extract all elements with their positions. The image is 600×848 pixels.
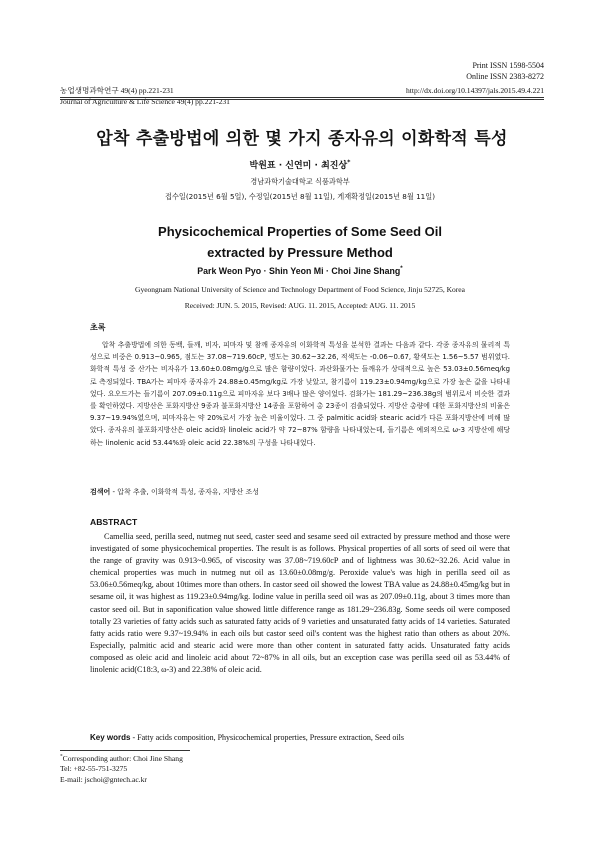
abstract-en-heading: ABSTRACT <box>90 517 138 527</box>
affiliation-en: Gyeongnam National University of Science and Technology Department of Food Science, Jinju 52725, Korea <box>135 285 465 294</box>
header-rule <box>60 97 544 98</box>
affiliation-ko: 경남과학기술대학교 식품과학부 <box>250 177 350 186</box>
author-mark: * <box>347 159 351 166</box>
dates-en: Received: JUN. 5. 2015, Revised: AUG. 11. 2015, Accepted: AUG. 11. 2015 <box>184 301 416 310</box>
page-title-ko: 압착 추출방법에 의한 몇 가지 종자유의 이화학적 특성 <box>96 129 508 149</box>
doi-link[interactable]: http://dx.doi.org/10.14397/jals.2015.49.4.221 <box>405 86 544 95</box>
keywords-en-label: Key words <box>90 733 131 742</box>
page-title-en <box>0 221 600 263</box>
abstract-ko: 압착 추출방법에 의한 동백, 들깨, 비자, 피마자 및 참깨 종자유의 이화학적 특성을 분석한 결과는 다음과 같다. 각종 종자유의 물리적 특성으로 비중은 0.913~0.965, 점도는 37.08~719.60cP, 명도는 30.62~32.26, 적색도는 -0.06~0.67, 황색도는 1.56~5.57 범위였다. 화학적 특성 중 산가는 비자유가 13.60±0.08mg/g으로 많은 함량이었다. 과산화물가는 들깨유가 상대적으로 높은 53.03±0.56meq/kg로 측정되었다. TBA가는 피마자 종자유가 24.88±0.45mg/kg로 가장 낮았고, 참기름이 119.23±0.94mg/kg으로 가장 높은 값을 나타내었다. 요오드가는 들기름이 207.09±0.11g으로 피마자유 보다 3배나 많은 양이었다. 검화가는 181.29~236.38g의 범위로서 비슷한 결과를 확인하였다. 지방산은 포화지방산 9종과 불포화지방산 14종을 포함하여 총 23종이 검출되었다. 지방산 총량에 대한 포화지방산의 비율은 9.37~19.94%였으며, 피마자유는 약 20%로서 가장 높은 비율이었다. 그 중 palmitic acid와 stearic acid가 다른 포화지방산에 비해 많았다. 종자유의 불포화지방산은 oleic acid와 linoleic acid가 약 72~87% 함량을 나타내었는데, 들기름은 예외적으로 ω-3 지방산에 해당하는 linolenic acid 53.44%와 oleic acid 22.38%의 구성을 나타내었다. <box>90 341 510 447</box>
header-rule-thin <box>60 99 544 100</box>
footnote-mark: * <box>60 753 63 760</box>
journal-citation-ko: 농업생명과학연구 49(4) pp.221-231 <box>60 86 174 95</box>
abstract-ko-heading: 초록 <box>90 323 106 332</box>
corresponding-author-text: Corresponding author: Choi Jine Shang <box>62 754 183 763</box>
footnote-rule <box>60 750 190 751</box>
footnote <box>60 754 183 785</box>
authors-en-names: Park Weon Pyo · Shin Yeon Mi · Choi Jine Shang <box>197 266 401 276</box>
author-mark-en: * <box>400 265 403 273</box>
authors-en <box>0 266 600 276</box>
authors-ko-names: 박원표 · 신연미 · 최진상 <box>249 161 348 171</box>
authors-ko <box>0 158 600 171</box>
dates-ko: 접수일(2015년 6월 5일), 수정일(2015년 8월 11일), 게재확정일(2015년 8월 11일) <box>165 192 435 201</box>
online-issn: Online ISSN 2383-8272 <box>466 72 544 81</box>
keywords-en <box>90 733 404 742</box>
footnote-tel: Tel: +82-55-751-3275 <box>60 764 128 774</box>
keywords-ko-label: 검색어 <box>90 488 111 496</box>
page-title-en-line1: Physicochemical Properties of Some Seed Oil <box>158 224 442 239</box>
keywords-ko-list: - 압착 추출, 이화학적 특성, 종자유, 지방산 조성 <box>110 488 260 496</box>
print-issn: Print ISSN 1598-5504 <box>472 61 544 70</box>
page-title-en-line2: extracted by Pressure Method <box>207 245 393 260</box>
journal-citation-en: Journal of Agriculture & Life Science 49(4) pp.221-231 <box>60 96 230 106</box>
footnote-email[interactable]: E-mail: jschoi@gntech.ac.kr <box>60 774 147 784</box>
abstract-en: Camellia seed, perilla seed, nutmeg nut seed, caster seed and sesame seed oil extracted by pressure method and those were investigated of some physicochemical properties. The result is as follows. Physical properties of all sorts of seed oil were that the range of gravity was 0.913~0.965, of viscosity was 37.08~719.60cP and of lightness was 30.62~32.26. Acid value in chemical properties was much in nutmeg nut oil as 13.60±0.08mg/g. Peroxide value's was high in perilla seed oil as 53.06±0.56meq/kg, about 10times more than others. In castor seed oil showed the lowest TBA value as 24.88±0.45mg/kg but in sesame oil, it was highest as 119.23±0.94mg/kg. Iodine value in perilla seed oil was as 207.09±0.11g, about 3 times more than castor seed oil. But in saponification value showed little difference range as 181.29~236.83g. Some seeds oil were composed totally 23 varieties of fatty acids such as saturated fatty acids of 9 varieties and unsaturated fatty acids of 14 varieties. Saturated fatty acids ratio were 9.37~19.94% in each oils but castor seed oil's content was the highest ratio than others as about 20%. Especially, palmitic acid and stearic acid were more than other content in saturated fatty acids. Unsaturated fatty acids composed as oleic acid and linoleic acid about 72~87% in all oils, but an exception case was perilla seed oil as 53.44% of linolenic acid(C18:3, ω-3) and 22.38% of oleic acid. <box>90 532 510 675</box>
corresponding-author <box>60 754 183 764</box>
issn-block <box>466 60 544 82</box>
keywords-ko <box>90 487 259 497</box>
keywords-en-list: - Fatty acids composition, Physicochemical properties, Pressure extraction, Seed oils <box>130 733 404 742</box>
